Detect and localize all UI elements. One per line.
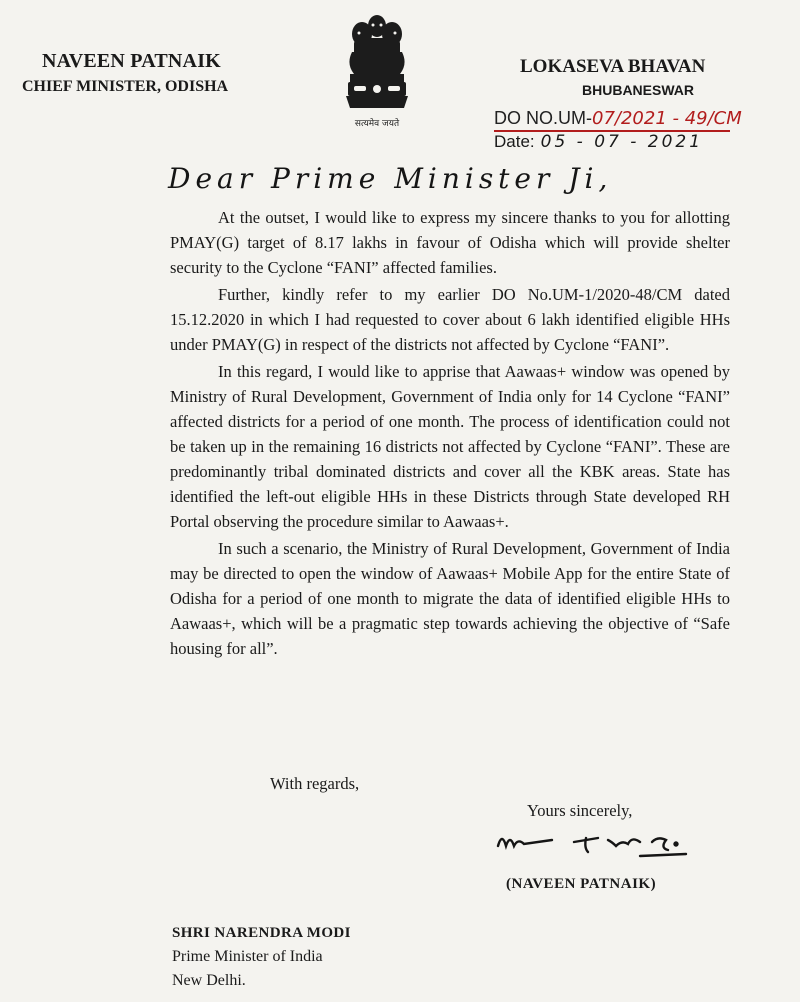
handwritten-signature-icon (490, 818, 720, 868)
do-number (494, 108, 742, 129)
addressee-title: Prime Minister of India (172, 948, 323, 965)
date-value: 05 - 07 - 2021 (540, 132, 704, 152)
sender-name: NAVEEN PATNAIK (42, 50, 221, 72)
salutation: Dear Prime Minister Ji, (168, 162, 613, 195)
closing-yours: Yours sincerely, (527, 801, 633, 820)
body-paragraph: In this regard, I would like to apprise that Aawaas+ window was opened by Ministry of Rural Development, Government of India only for 14 Cyclone “FANI” affected districts for a period of one month. The process of identification could not be taken up in the remaining 16 districts not affected by Cyclone “FANI”. These are predominantly tribal dominated districts and cover all the KBK areas. State has identified the left-out eligible HHs in these Districts through State developed RH Portal observing the procedure similar to Aawaas+. (170, 362, 730, 531)
ashoka-emblem-icon (340, 12, 414, 130)
signatory-name: (NAVEEN PATNAIK) (506, 876, 657, 892)
date-label: Date: (494, 132, 535, 151)
letter-date (494, 132, 703, 152)
closing-regards: With regards, (270, 774, 360, 793)
addressee-place: New Delhi. (172, 972, 246, 989)
body-paragraph: In such a scenario, the Ministry of Rural Development, Government of India may be directed to open the window of Aawaas+ Mobile App for the entire State of Odisha for a period of one month to migrate the data of identified eligible HHs to Aawaas+, which will be a pragmatic step towards achieving the objective of “Safe housing for all”. (170, 539, 730, 658)
do-handwritten-number: 07/2021 - 49/CM (592, 108, 742, 129)
body-paragraph: Further, kindly refer to my earlier DO No.UM-1/2020-48/CM dated 15.12.2020 in which I had requested to cover about 6 lakh identified eligible HHs under PMAY(G) in respect of the districts not affected by Cyclone “FANI”. (170, 285, 730, 354)
office-name: LOKASEVA BHAVAN (520, 56, 706, 77)
sender-title: CHIEF MINISTER, ODISHA (22, 78, 229, 95)
letter-body (170, 205, 730, 663)
addressee-name: SHRI NARENDRA MODI (172, 925, 351, 941)
office-city: BHUBANESWAR (582, 82, 694, 98)
body-paragraph: At the outset, I would like to express my sincere thanks to you for allotting PMAY(G) target of 8.17 lakhs in favour of Odisha which will provide shelter security to the Cyclone “FANI” affected families. (170, 208, 730, 277)
do-prefix: DO NO.UM- (494, 108, 592, 128)
emblem-motto: सत्यमेव जयते (354, 119, 400, 129)
